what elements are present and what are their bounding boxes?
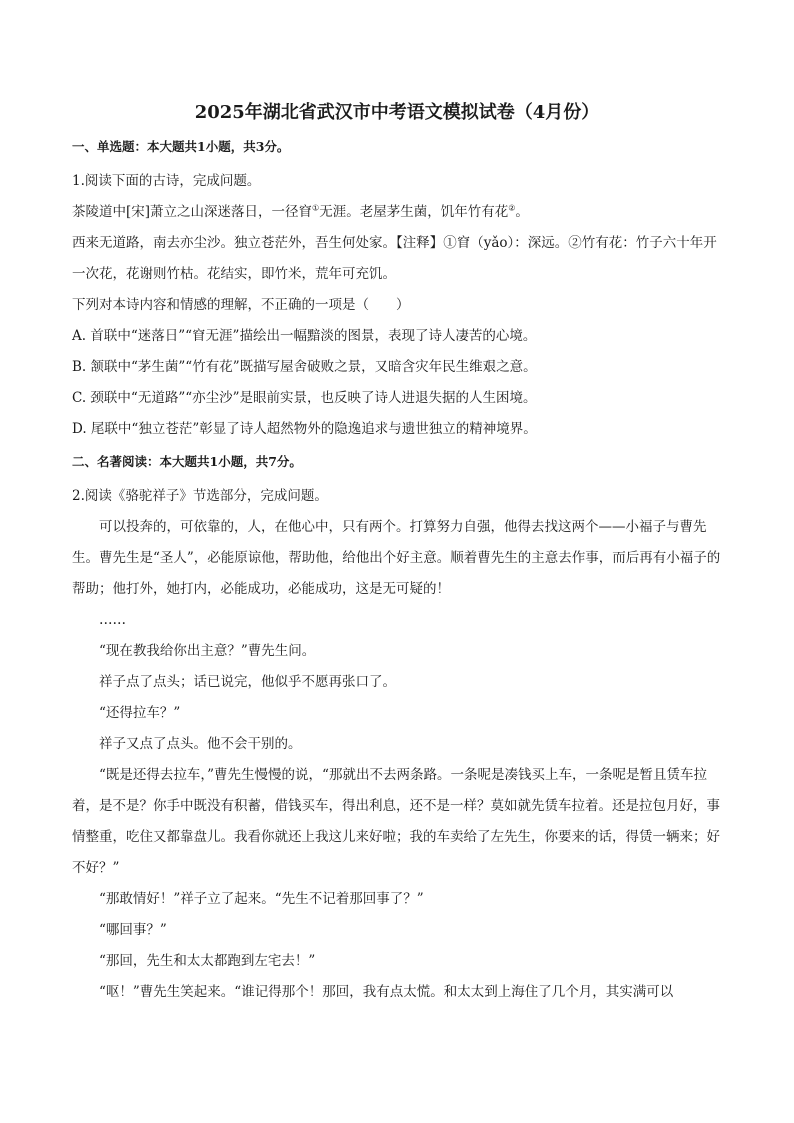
option-b: B. 颔联中“茅生菌”“竹有花”既描写屋舍破败之景，又暗含灾年民生维艰之意。 [72, 359, 537, 375]
document-page [72, 100, 722, 1008]
passage-paragraph: 祥子又点了点头。他不会干别的。 [99, 736, 302, 752]
passage-paragraph: “现在教我给你出主意？”曹先生问。 [99, 643, 316, 659]
question-2-stem: 2.阅读《骆驼祥子》节选部分，完成问题。 [72, 488, 328, 504]
passage-paragraph: 可以投奔的，可依靠的，人，在他心中，只有两个。打算努力自强，他得去找这两个——小福子与曹先生。曹先生是“圣人”，必能原谅他，帮助他，给他出个好主意。顺着曹先生的主意去作事，而后再有小福子的帮助；他打外，她打内，必能成功，必能成功，这是无可疑的！ [72, 519, 721, 597]
passage-paragraph: …… [99, 612, 126, 628]
poem-line-1 [72, 197, 722, 228]
poem-text-a: 茶陵道中[宋]萧立之山深迷落日，一径窅 [72, 204, 313, 220]
option-d: D. 尾联中“独立苍茫”彰显了诗人超然物外的隐逸追求与遗世独立的精神境界。 [72, 421, 537, 437]
option-c: C. 颈联中“无道路”“亦尘沙”是眼前实景，也反映了诗人进退失据的人生困境。 [72, 390, 537, 406]
passage-paragraph: 祥子点了点头；话已说完，他似乎不愿再张口了。 [99, 674, 396, 690]
poem-line-2-and-notes: 西来无道路，南去亦尘沙。独立苍茫外，吾生何处家。【注释】①窅（yǎo）：深远。②竹有花：竹子六十年开一次花，花谢则竹枯。花结实，即竹米，荒年可充饥。 [72, 235, 717, 282]
passage-paragraph: “那回，先生和太太都跑到左宅去！” [99, 953, 316, 969]
poem-text-c: 。 [515, 204, 529, 220]
passage-paragraph: “呕！”曹先生笑起来。“谁记得那个！那回，我有点太慌。和太太到上海住了几个月，其实满可以 [99, 984, 674, 1000]
footnote-marker-2: ② [508, 203, 516, 213]
poem-text-b: 无涯。老屋茅生菌，饥年竹有花 [319, 204, 509, 220]
passage-paragraph: “哪回事？” [99, 922, 167, 938]
option-a: A. 首联中“迷落日”“窅无涯”描绘出一幅黯淡的图景，表现了诗人凄苦的心境。 [72, 328, 537, 344]
question-1-prompt: 下列对本诗内容和情感的理解，不正确的一项是（ ） [72, 297, 410, 313]
section-1-header: 一、单选题：本大题共1小题，共3分。 [72, 139, 290, 154]
passage-paragraph: “还得拉车？” [99, 705, 181, 721]
footnote-marker-1: ① [312, 203, 320, 213]
passage-paragraph: “那敢情好！”祥子立了起来。“先生不记着那回事了？” [99, 891, 424, 907]
passage-paragraph: “既是还得去拉车，”曹先生慢慢的说，“那就出不去两条路。一条呢是凑钱买上车，一条呢是暂且赁车拉着，是不是？你手中既没有积蓄，借钱买车，得出利息，还不是一样？莫如就先赁车拉着。还是拉包月好，事情整重，吃住又都靠盘儿。我看你就还上我这儿来好啦；我的车卖给了左先生，你要来的话，得赁一辆来；好不好？” [72, 767, 720, 876]
question-1-stem: 1.阅读下面的古诗，完成问题。 [72, 173, 261, 189]
page-title: 2025年湖北省武汉市中考语文模拟试卷（4月份） [194, 102, 600, 123]
section-2-header: 二、名著阅读：本大题共1小题，共7分。 [72, 454, 302, 469]
